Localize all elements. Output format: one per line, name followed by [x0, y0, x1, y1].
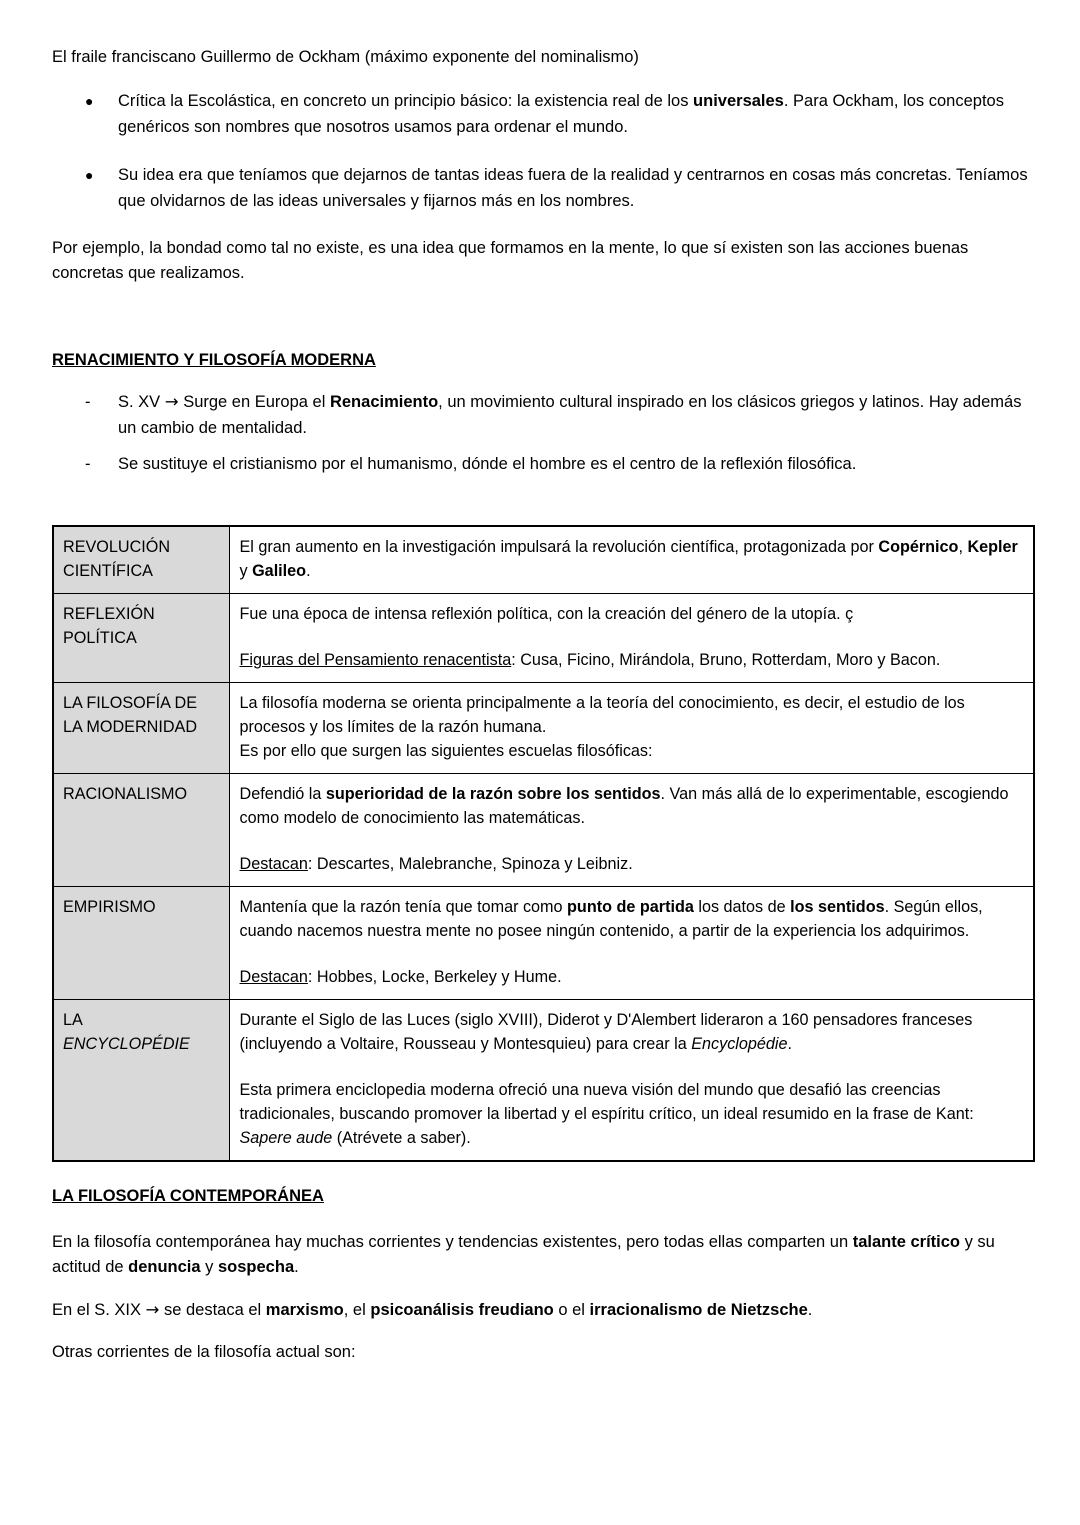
cell-paragraph: Fue una época de intensa reflexión política, con la creación del género de la utopía. ç [239, 605, 854, 623]
list-item [52, 451, 1028, 477]
cell-paragraph: Durante el Siglo de las Luces (siglo XVIII), Diderot y D'Alembert lideraron a 160 pensadores franceses (incluyendo a Voltaire, Rousseau y Montesquieu) para crear la Encyclopédie. [239, 1011, 973, 1053]
table-row-body [229, 1000, 1034, 1162]
table-row-label: REVOLUCIÓN CIENTÍFICA [53, 526, 229, 594]
cell-paragraph: El gran aumento en la investigación impulsará la revolución científica, protagonizada por Copérnico, Kepler y Galileo. [239, 538, 1018, 580]
table-row-body [229, 887, 1034, 1000]
section-heading-renacimiento: RENACIMIENTO Y FILOSOFÍA MODERNA [52, 351, 376, 369]
spacer [52, 487, 1028, 525]
bullet-dot-icon: ● [85, 167, 94, 183]
section-heading-contemporanea: LA FILOSOFÍA CONTEMPORÁNEA [52, 1187, 324, 1205]
spacer [52, 286, 1028, 348]
cell-paragraph: Figuras del Pensamiento renacentista: Cusa, Ficino, Mirándola, Bruno, Rotterdam, Moro y Bacon. [239, 651, 941, 669]
spacer [52, 1208, 1028, 1230]
list-item-text: S. XV → Surge en Europa el Renacimiento, un movimiento cultural inspirado en los clásicos griegos y latinos. Hay además un cambio de mentalidad. [118, 392, 1022, 437]
ockham-bullet-list [52, 88, 1028, 214]
cell-paragraph: La filosofía moderna se orienta principalmente a la teoría del conocimiento, es decir, el estudio de los procesos y los límites de la razón humana. [239, 694, 965, 736]
list-item [52, 162, 1028, 214]
list-item [52, 88, 1028, 140]
cell-paragraph: Esta primera enciclopedia moderna ofreció una nueva visión del mundo que desafió las creencias tradicionales, buscando promover la libertad y el espíritu crítico, un ideal resumido en la frase de Kant: Sapere aude (Atrévete a saber). [239, 1081, 974, 1147]
cell-paragraph: Es por ello que surgen las siguientes escuelas filosóficas: [239, 742, 653, 760]
contemporanea-paragraph-3: Otras corrientes de la filosofía actual son: [52, 1343, 356, 1361]
spacer [52, 1162, 1028, 1184]
cell-paragraph: Destacan: Hobbes, Locke, Berkeley y Hume. [239, 968, 562, 986]
list-item-text: Se sustituye el cristianismo por el humanismo, dónde el hombre es el centro de la reflexión filosófica. [118, 455, 857, 473]
spacer [52, 214, 1028, 236]
table-row [53, 526, 1034, 594]
table-row-label: RACIONALISMO [53, 774, 229, 887]
list-item-text: Su idea era que teníamos que dejarnos de tantas ideas fuera de la realidad y centrarnos en cosas más concretas. Teníamos que olvidarnos de las ideas universales y fijarnos más en los nombres. [118, 166, 1028, 210]
contemporanea-paragraph-1: En la filosofía contemporánea hay muchas corrientes y tendencias existentes, pero todas ellas comparten un talante crítico y su actitud de denuncia y sospecha. [52, 1233, 995, 1276]
table-row-label: REFLEXIÓN POLÍTICA [53, 594, 229, 683]
intro-paragraph: El fraile franciscano Guillermo de Ockham (máximo exponente del nominalismo) [52, 48, 639, 66]
cell-paragraph: Mantenía que la razón tenía que tomar como punto de partida los datos de los sentidos. Según ellos, cuando nacemos nuestra mente no posee ningún contenido, a partir de la experiencia los adquirimos. [239, 898, 983, 940]
contemporanea-paragraph-2: En el S. XIX → se destaca el marxismo, el psicoanálisis freudiano o el irracionalismo de Nietzsche. [52, 1300, 813, 1319]
bullet-dot-icon: ● [85, 93, 94, 109]
table-row [53, 774, 1034, 887]
table-row-label: EMPIRISMO [53, 887, 229, 1000]
cell-paragraph: Defendió la superioridad de la razón sobre los sentidos. Van más allá de lo experimentable, escogiendo como modelo de conocimiento las matemáticas. [239, 785, 1009, 827]
table-row [53, 683, 1034, 774]
table-row-body [229, 594, 1034, 683]
table-row-body [229, 526, 1034, 594]
table-row-body [229, 774, 1034, 887]
table-row [53, 1000, 1034, 1162]
list-item-text: Crítica la Escolástica, en concreto un principio básico: la existencia real de los universales. Para Ockham, los conceptos genéricos son nombres que nosotros usamos para ordenar el mundo. [118, 92, 1004, 136]
right-arrow-icon: → [164, 392, 179, 411]
dash-bullet-icon: - [85, 455, 91, 473]
philosophy-concepts-table [52, 525, 1035, 1162]
cell-paragraph: Destacan: Descartes, Malebranche, Spinoza y Leibniz. [239, 855, 633, 873]
table-row [53, 594, 1034, 683]
table-row-body [229, 683, 1034, 774]
table-row-label: LA ENCYCLOPÉDIE [53, 1000, 229, 1162]
example-paragraph: Por ejemplo, la bondad como tal no existe, es una idea que formamos en la mente, lo que sí existen son las acciones buenas concretas que realizamos. [52, 239, 969, 282]
right-arrow-icon: → [145, 1300, 160, 1319]
dash-bullet-icon: - [85, 393, 91, 411]
renacimiento-dash-list [52, 389, 1028, 477]
table-row [53, 887, 1034, 1000]
list-item [52, 389, 1028, 441]
table-row-label: LA FILOSOFÍA DE LA MODERNIDAD [53, 683, 229, 774]
